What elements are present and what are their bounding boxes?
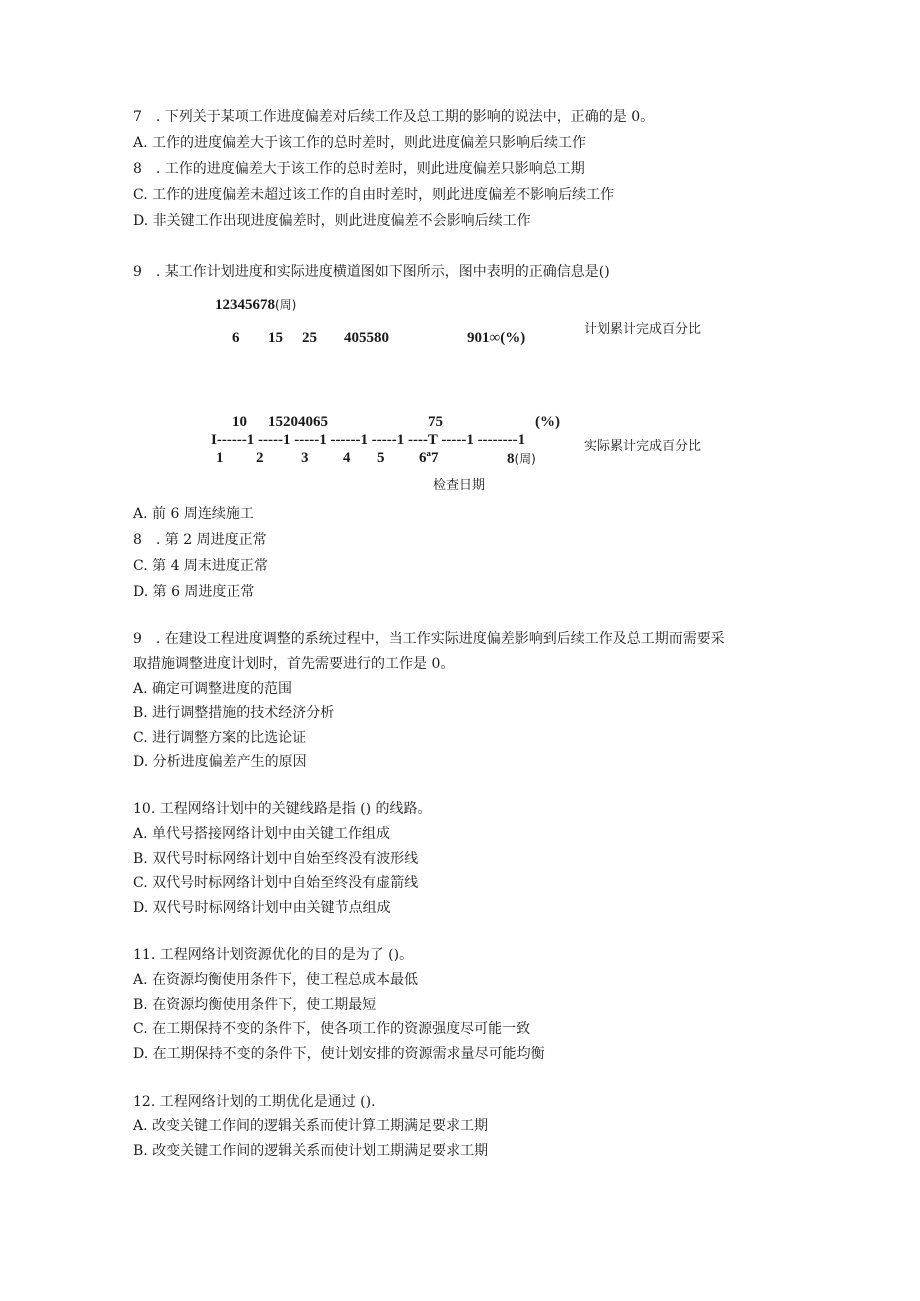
week-tick-6-7: 6ª7: [419, 450, 439, 466]
question-7-option-a: A. 工作的进度偏差大于该工作的总时差时，则此进度偏差只影响后续工作: [133, 135, 587, 151]
actual-value-1: 10: [232, 414, 247, 430]
question-11-stem: 11. 工程网络计划资源优化的目的是为了 ()。: [133, 947, 414, 963]
check-date-label: 检查日期: [433, 478, 486, 493]
week-tick-8: [507, 450, 536, 468]
figure-top-weeks-unit: (周): [275, 298, 297, 312]
actual-cumulative-label: 实际累计完成百分比: [584, 439, 702, 454]
week-tick-8-unit: (周): [514, 452, 536, 466]
week-tick-4: 4: [343, 450, 351, 466]
week-tick-1: 1: [216, 450, 224, 466]
question-9b-option-a: A. 确定可调整进度的范围: [133, 681, 293, 697]
question-7-option-c: C. 工作的进度偏差未超过该工作的自由时差时，则此进度偏差不影响后续工作: [133, 187, 615, 203]
question-7-option-b: 8 . 工作的进度偏差大于该工作的总时差时，则此进度偏差只影响总工期: [133, 161, 585, 177]
plan-value-3: 25: [302, 330, 317, 346]
plan-cumulative-label: 计划累计完成百分比: [584, 322, 702, 337]
week-tick-5: 5: [377, 450, 385, 466]
question-9-option-a: A. 前 6 周连续施工: [133, 506, 254, 522]
actual-value-unit: (%): [535, 414, 560, 430]
question-9b-option-d: D. 分析进度偏差产生的原因: [133, 754, 307, 770]
plan-value-4: 405580: [344, 330, 389, 346]
plan-value-2: 15: [268, 330, 283, 346]
question-9b-stem-cont: 取措施调整进度计划时，首先需要进行的工作是 0。: [133, 656, 455, 672]
figure-top-weeks-numbers: 12345678: [215, 297, 275, 313]
plan-value-5: 901∞(%): [467, 330, 526, 346]
question-12-option-a: A. 改变关键工作间的逻辑关系而使计算工期满足要求工期: [133, 1118, 489, 1134]
question-9-option-c: C. 第 4 周末进度正常: [133, 558, 268, 574]
figure-top-weeks: [215, 296, 296, 314]
question-9b-option-c: C. 进行调整方案的比选论证: [133, 730, 307, 746]
question-9b-stem: 9 . 在建设工程进度调整的系统过程中，当工作实际进度偏差影响到后续工作及总工期而需要采: [133, 631, 725, 647]
plan-value-1: 6: [232, 330, 240, 346]
question-10-stem: 10. 工程网络计划中的关键线路是指 () 的线路。: [133, 801, 432, 817]
week-tick-2: 2: [256, 450, 264, 466]
question-10-option-c: C. 双代号时标网络计划中自始至终没有虚箭线: [133, 875, 419, 891]
question-12-option-b: B. 改变关键工作间的逻辑关系而使计划工期满足要求工期: [133, 1143, 489, 1159]
actual-value-3: 75: [428, 414, 443, 430]
question-11-option-c: C. 在工期保持不变的条件下，使各项工作的资源强度尽可能一致: [133, 1021, 531, 1037]
week-tick-8-number: 8: [507, 451, 515, 467]
question-10-option-b: B. 双代号时标网络计划中自始至终没有波形线: [133, 851, 419, 867]
question-10-option-d: D. 双代号时标网络计划中由关键节点组成: [133, 900, 391, 916]
question-11-option-a: A. 在资源均衡使用条件下，使工程总成本最低: [133, 972, 419, 988]
actual-value-2: 15204065: [268, 414, 328, 430]
question-9-option-d: D. 第 6 周进度正常: [133, 584, 255, 600]
question-10-option-a: A. 单代号搭接网络计划中由关键工作组成: [133, 826, 391, 842]
week-tick-3: 3: [301, 450, 309, 466]
question-9-stem: 9 . 某工作计划进度和实际进度横道图如下图所示，图中表明的正确信息是(): [133, 264, 610, 280]
question-7-stem: 7 . 下列关于某项工作进度偏差对后续工作及总工期的影响的说法中，正确的是 0。: [133, 109, 655, 125]
question-11-option-b: B. 在资源均衡使用条件下，使工期最短: [133, 997, 377, 1013]
bar-line: I------1 -----1 -----1 ------1 -----1 ----T -----1 --------1: [211, 432, 526, 448]
question-12-stem: 12. 工程网络计划的工期优化是通过 ().: [133, 1094, 376, 1110]
question-7-option-d: D. 非关键工作出现进度偏差时，则此进度偏差不会影响后续工作: [133, 213, 531, 229]
question-9-option-b: 8 . 第 2 周进度正常: [133, 532, 267, 548]
question-11-option-d: D. 在工期保持不变的条件下，使计划安排的资源需求量尽可能均衡: [133, 1046, 545, 1062]
question-9b-option-b: B. 进行调整措施的技术经济分析: [133, 705, 335, 721]
